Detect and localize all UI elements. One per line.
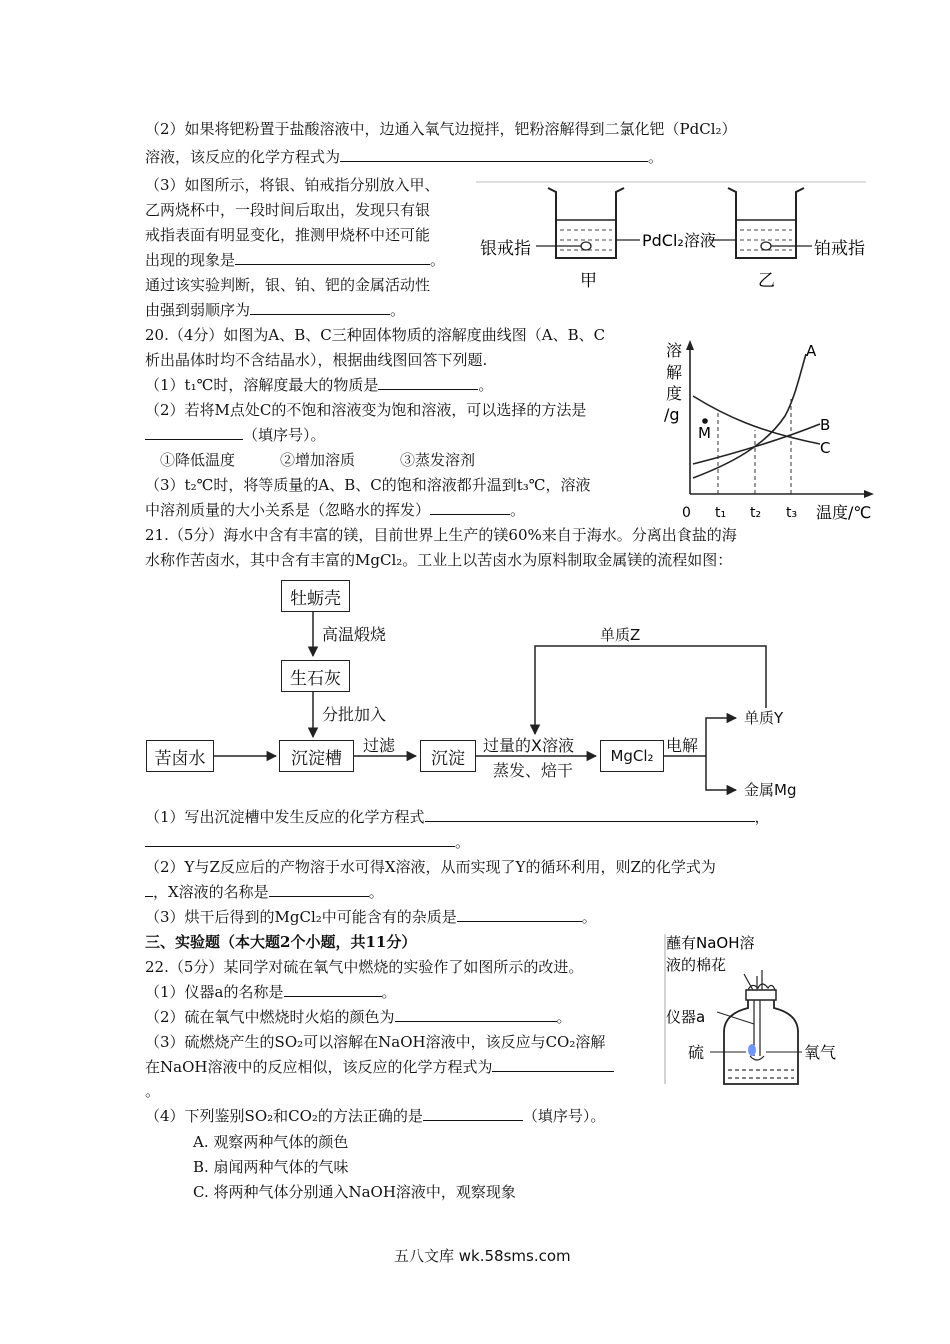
label-sulfur: 硫 — [688, 1043, 705, 1062]
q19-p3-line3: 戒指表面有明显变化，推测甲烧杯中还可能 — [145, 226, 431, 244]
label-beaker-jia: 甲 — [580, 271, 597, 291]
q22-p2-text: （2）硫在氧气中燃烧时火焰的颜色为 — [145, 1008, 395, 1026]
q19-p3-blank-order[interactable] — [250, 299, 390, 315]
q22-p2-blank[interactable] — [395, 1006, 557, 1022]
q22-p4-text: （4）下列鉴别SO₂和CO₂的方法正确的是 — [145, 1107, 423, 1125]
flow-label-electrolysis: 电解 — [666, 736, 699, 755]
tick-t2: t₂ — [750, 505, 762, 521]
q19-p2-line1: （2）如果将钯粉置于盐酸溶液中，边通入氧气边搅拌，钯粉溶解得到二氯化钯（PdCl₂） — [145, 120, 737, 138]
q22-p4 — [145, 1105, 605, 1127]
curve-C — [693, 396, 820, 444]
q19-p2-text: 溶液，该反应的化学方程式为 — [145, 148, 341, 166]
label-curve-C: C — [820, 439, 831, 457]
q21-p3-blank[interactable] — [457, 906, 582, 922]
q20-p2b — [145, 424, 326, 446]
q20-p3-line2 — [145, 499, 525, 521]
flow-label-mg: 金属Mg — [744, 781, 797, 799]
q21-p1-comma: ， — [754, 808, 770, 826]
q21-p1-text: （1）写出沉淀槽中发生反应的化学方程式 — [145, 808, 425, 826]
q20-p3-end: 。 — [510, 501, 526, 519]
q21-p1-blank-a[interactable] — [425, 806, 755, 822]
q20-p3-line1: （3）t₂℃时，将等质量的A、B、C的饱和溶液都升温到t₃℃，溶液 — [145, 476, 591, 494]
label-beaker-yi: 乙 — [758, 271, 775, 291]
flow-box-mgcl2: MgCl₂ — [600, 740, 664, 772]
flow-box-brine: 苦卤水 — [146, 740, 214, 772]
q19-p3-line4 — [145, 249, 445, 271]
q19-p3-line4-text: 出现的现象是 — [145, 251, 236, 269]
flow-label-evap: 蒸发、焙干 — [493, 761, 574, 780]
q21-p3-text: （3）烘干后得到的MgCl₂中可能含有的杂质是 — [145, 908, 457, 926]
q20-p2b-text: （填序号）。 — [243, 426, 326, 444]
flow-label-calcine: 高温煅烧 — [322, 625, 387, 644]
flow-label-y: 单质Y — [744, 709, 784, 727]
q21-p2-blank-x[interactable] — [269, 881, 369, 897]
q21-p3-end: 。 — [581, 908, 597, 926]
beaker-figure — [476, 178, 868, 296]
label-platinum-ring: 铂戒指 — [814, 239, 865, 259]
flow-box-precip: 沉淀 — [420, 740, 476, 772]
chart-ylabel-1: 溶 — [666, 341, 683, 360]
q20-p1-blank[interactable] — [378, 374, 478, 390]
label-M: M — [698, 424, 711, 442]
label-origin: 0 — [682, 505, 691, 521]
label-silver-ring: 银戒指 — [480, 239, 531, 259]
solubility-chart — [660, 336, 880, 526]
platinum-ring — [761, 242, 771, 250]
q21-p3 — [145, 906, 597, 928]
q21-line1: 21.（5分）海水中含有丰富的镁，目前世界上生产的镁60%来自于海水。分离出食盐的海 — [145, 526, 737, 544]
q21-p2-line2 — [145, 881, 384, 903]
chart-ylabel-4: /g — [664, 405, 680, 424]
tick-t3: t₃ — [786, 505, 798, 521]
q19-p2-end: 。 — [648, 148, 664, 166]
silver-ring — [581, 242, 591, 250]
chart-ylabel-2: 解 — [666, 363, 683, 382]
q19-p3-line6 — [145, 299, 405, 321]
q22-p1-text: （1）仪器a的名称是 — [145, 983, 284, 1001]
q22-p4-blank[interactable] — [423, 1105, 523, 1121]
q22-option-b: B. 扇闻两种气体的气味 — [193, 1158, 349, 1176]
chart-ylabel-3: 度 — [666, 384, 683, 403]
q20-p1 — [145, 374, 493, 396]
q21-line2: 水称作苦卤水，其中含有丰富的MgCl₂。工业上以苦卤水为原料制取金属镁的流程如图： — [145, 551, 733, 569]
q19-p2-answer-blank[interactable] — [340, 146, 648, 162]
label-instrument-a: 仪器a — [666, 1008, 706, 1026]
q22-option-a: A. 观察两种气体的颜色 — [193, 1133, 349, 1151]
flow-label-excess-x: 过量的X溶液 — [483, 736, 574, 755]
footer-watermark: 五八文库 wk.58sms.com — [394, 1247, 571, 1265]
q19-p3-blank-phenomenon[interactable] — [235, 249, 430, 265]
label-curve-A: A — [806, 342, 817, 360]
point-M — [702, 418, 708, 424]
q21-p2-line2-text: ，X溶液的名称是 — [153, 883, 269, 901]
label-oxygen: 氧气 — [804, 1043, 837, 1062]
label-cotton-1: 蘸有NaOH溶 — [666, 934, 755, 952]
flow-label-z: 单质Z — [600, 626, 641, 644]
sulfur-apparatus-figure — [662, 928, 862, 1088]
q22-p2 — [145, 1006, 572, 1028]
label-cotton-2: 液的棉花 — [666, 956, 727, 974]
q22-p3-line2 — [145, 1056, 614, 1078]
q20-line1: 20.（4分）如图为A、B、C三种固体物质的溶解度曲线图（A、B、C — [145, 326, 606, 344]
q19-p3-line1: （3）如图所示，将银、铂戒指分别放入甲、 — [145, 176, 440, 194]
section3-title: 三、实验题（本大题2个小题，共11分） — [145, 933, 417, 951]
q22-p3-line2-text: 在NaOH溶液中的反应相似，该反应的化学方程式为 — [145, 1058, 493, 1076]
flow-box-tank: 沉淀槽 — [279, 740, 354, 772]
q22-p3-line1: （3）硫燃烧产生的SO₂可以溶解在NaOH溶液中，该反应与CO₂溶解 — [145, 1033, 606, 1051]
q21-p1-end: 。 — [455, 833, 471, 851]
tick-t1: t₁ — [715, 505, 727, 521]
q22-p1 — [145, 981, 397, 1003]
q19-p3-line5: 通过该实验判断，银、铂、钯的金属活动性 — [145, 276, 431, 294]
flow-label-filter: 过滤 — [363, 736, 396, 755]
q20-p1-text: （1）t₁℃时，溶解度最大的物质是 — [145, 376, 379, 394]
q20-p1-end: 。 — [478, 376, 494, 394]
beaker-jia — [548, 188, 624, 258]
q20-p3-line2-text: 中溶剂质量的大小关系是（忽略水的挥发） — [145, 501, 431, 519]
q21-p1 — [145, 806, 770, 828]
q21-p2-blank-z[interactable] — [145, 881, 153, 897]
curve-B — [693, 424, 820, 464]
q20-p2: （2）若将M点处C的不饱和溶液变为饱和溶液，可以选择的方法是 — [145, 401, 587, 419]
sulfur-flame — [748, 1044, 756, 1056]
q19-p3-line6-text: 由强到弱顺序为 — [145, 301, 251, 319]
q19-p3-line4-end: 。 — [430, 251, 446, 269]
q22-p1-blank[interactable] — [284, 981, 382, 997]
beaker-yi — [728, 188, 804, 258]
gas-bottle — [724, 1000, 798, 1084]
q22-p2-end: 。 — [556, 1008, 572, 1026]
q20-line2: 析出晶体时均不含结晶水），根据曲线图回答下列题. — [145, 351, 488, 369]
label-pdcl2-solution: PdCl₂溶液 — [642, 231, 716, 250]
q22-line1: 22.（5分）某同学对硫在氧气中燃烧的实验作了如图所示的改进。 — [145, 958, 584, 976]
q20-p2-blank[interactable] — [145, 424, 243, 440]
q19-p3-line2: 乙两烧杯中，一段时间后取出，发现只有银 — [145, 201, 431, 219]
q21-p1-cont — [145, 831, 470, 853]
q19-p2-line2 — [145, 146, 663, 168]
q19-p3-line6-end: 。 — [390, 301, 406, 319]
q21-p2-line2-end: 。 — [368, 883, 384, 901]
q22-p1-end: 。 — [381, 983, 397, 1001]
flow-label-batch: 分批加入 — [322, 705, 387, 724]
q22-p4-b: （填序号）。 — [522, 1107, 606, 1125]
q22-option-c: C. 将两种气体分别通入NaOH溶液中，观察现象 — [193, 1183, 516, 1201]
q21-p1-blank-b[interactable] — [145, 831, 455, 847]
q22-p3-blank[interactable] — [492, 1056, 614, 1072]
flow-box-shell: 牡蛎壳 — [281, 580, 350, 612]
flow-box-lime: 生石灰 — [281, 660, 350, 692]
q21-p2-line1: （2）Y与Z反应后的产物溶于水可得X溶液，从而实现了Y的循环利用，则Z的化学式为 — [145, 858, 716, 876]
q22-p3-line3: 。 — [145, 1082, 161, 1100]
q20-p3-blank[interactable] — [430, 499, 510, 515]
q20-options: ①降低温度 ②增加溶质 ③蒸发溶剂 — [160, 451, 476, 469]
label-curve-B: B — [820, 416, 831, 434]
chart-xlabel: 温度/℃ — [816, 503, 872, 522]
